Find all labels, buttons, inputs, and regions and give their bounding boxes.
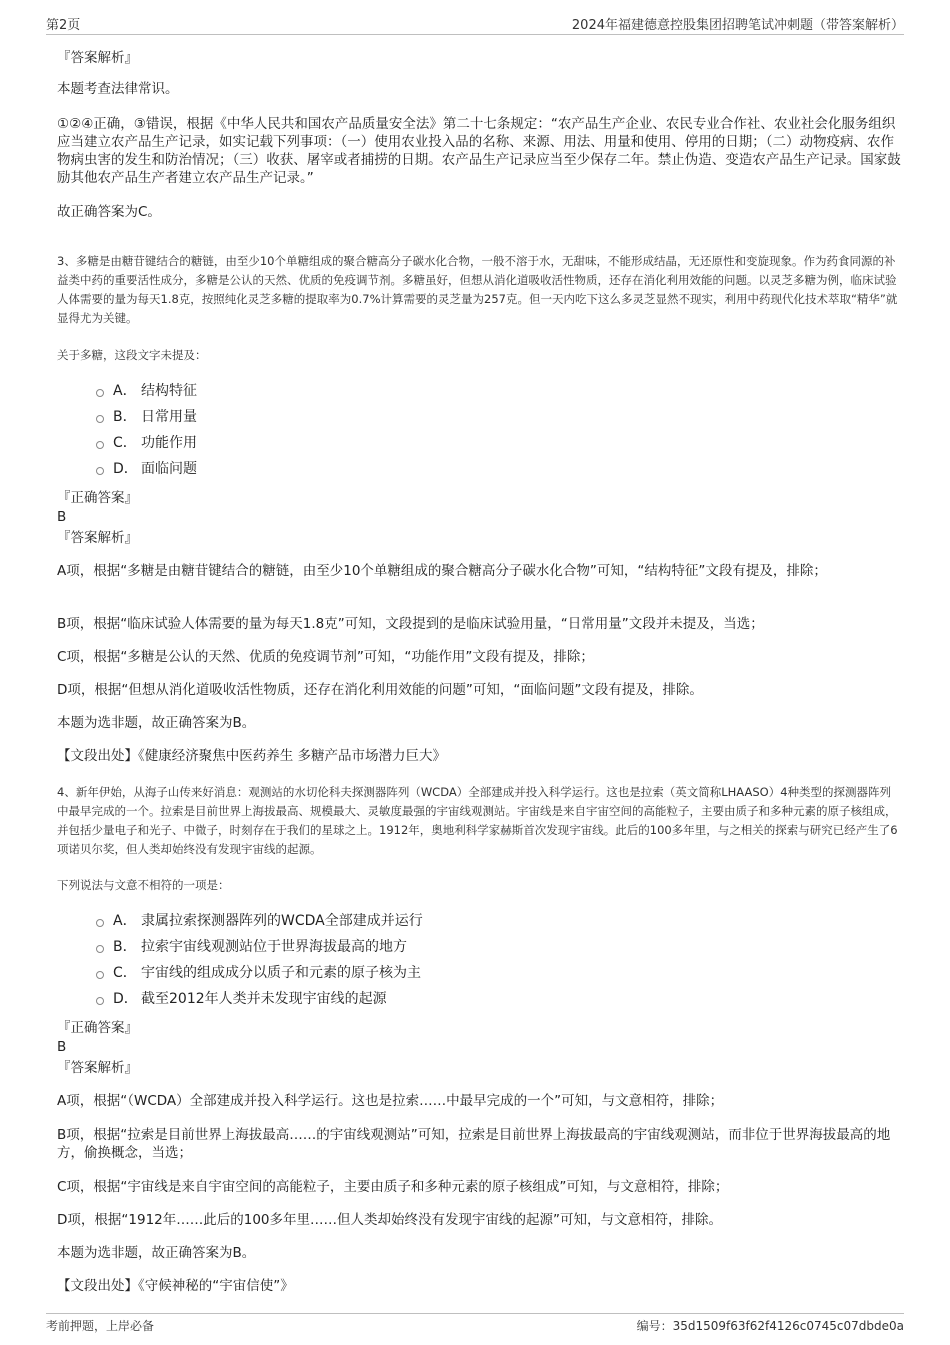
option-key: A． bbox=[113, 383, 137, 399]
question-4-analysis-d: D项，根据“1912年……此后的100多年里……但人类却始终没有发现宇宙线的起源”可知，与文意相符，排除。 bbox=[57, 1212, 723, 1228]
question-4-conclusion: 本题为选非题，故正确答案为B。 bbox=[57, 1245, 256, 1261]
radio-icon[interactable] bbox=[96, 467, 104, 475]
question-3-analysis-b: B项，根据“临床试验人体需要的量为每天1.8克”可知，文段提到的是临床试验用量，“日常用量”文段并未提及，当选； bbox=[57, 616, 764, 632]
radio-icon[interactable] bbox=[96, 389, 104, 397]
option-key: C． bbox=[113, 965, 137, 981]
question-4-option-a[interactable] bbox=[96, 912, 423, 930]
radio-icon[interactable] bbox=[96, 441, 104, 449]
page-number: 第2页 bbox=[46, 18, 81, 33]
question-3-analysis-label: 『答案解析』 bbox=[57, 530, 138, 546]
option-text: 日常用量 bbox=[141, 409, 197, 425]
option-text: 宇宙线的组成成分以质子和元素的原子核为主 bbox=[141, 965, 421, 981]
radio-icon[interactable] bbox=[96, 415, 104, 423]
option-text: 功能作用 bbox=[141, 435, 197, 451]
question-3-answer: B bbox=[57, 509, 67, 525]
option-text: 结构特征 bbox=[141, 383, 197, 399]
analysis-conclusion: 故正确答案为C。 bbox=[57, 204, 161, 220]
document-id: 编号：35d1509f63f62f4126c0745c07dbde0a bbox=[636, 1319, 904, 1333]
page-header bbox=[46, 14, 904, 35]
analysis-topic: 本题考查法律常识。 bbox=[57, 81, 179, 97]
question-3-stem: 3、多糖是由糖苷键结合的糖链，由至少10个单糖组成的聚合糖高分子碳水化合物，一般不溶于水，无甜味，不能形成结晶，无还原性和变旋现象。作为药食同源的补益类中药的重要活性成分，多糖是公认的天然、优质的免疫调节剂。多糖虽好，但想从消化道吸收活性物质，还存在消化利用效能的问题。以灵芝多糖为例，临床试验人体需要的量为每天1.8克，按照纯化灵芝多糖的提取率为0.7%计算需要的灵芝量为257克。但一天内吃下这么多灵芝显然不现实，利用中药现代化技术萃取“精华”就显得尤为关键。 bbox=[57, 254, 898, 325]
option-text: 拉索宇宙线观测站位于世界海拔最高的地方 bbox=[141, 939, 407, 955]
radio-icon[interactable] bbox=[96, 997, 104, 1005]
radio-icon[interactable] bbox=[96, 971, 104, 979]
question-4-answer: B bbox=[57, 1039, 67, 1055]
radio-icon[interactable] bbox=[96, 945, 104, 953]
question-3-option-c[interactable] bbox=[96, 434, 197, 452]
question-3-analysis-c: C项，根据“多糖是公认的天然、优质的免疫调节剂”可知，“功能作用”文段有提及，排除； bbox=[57, 649, 594, 665]
page-footer bbox=[46, 1313, 904, 1336]
question-3-answer-label: 『正确答案』 bbox=[57, 490, 138, 506]
question-4-analysis-a: A项，根据“（WCDA）全部建成并投入科学运行。这也是拉索……中最早完成的一个”可知，与文意相符，排除； bbox=[57, 1093, 724, 1109]
question-3-prompt: 关于多糖，这段文字未提及： bbox=[57, 348, 207, 362]
analysis-explanation: ①②④正确，③错误，根据《中华人民共和国农产品质量安全法》第二十七条规定：“农产品生产企业、农民专业合作社、农业社会化服务组织应当建立农产品生产记录，如实记载下列事项：（一）使用农业投入品的名称、来源、用法、用量和使用、停用的日期；（二）动物疫病、农作物病虫害的发生和防治情况；（三）收获、屠宰或者捕捞的日期。农产品生产记录应当至少保存二年。禁止伪造、变造农产品生产记录。国家鼓励其他农产品生产者建立农产品生产记录。” bbox=[57, 116, 901, 186]
question-3-option-b[interactable] bbox=[96, 408, 197, 426]
question-4-option-d[interactable] bbox=[96, 990, 387, 1008]
question-4-answer-label: 『正确答案』 bbox=[57, 1020, 138, 1036]
option-key: C． bbox=[113, 435, 137, 451]
question-4-prompt: 下列说法与文意不相符的一项是： bbox=[57, 878, 230, 892]
radio-icon[interactable] bbox=[96, 919, 104, 927]
question-4-option-c[interactable] bbox=[96, 964, 421, 982]
question-3-option-d[interactable] bbox=[96, 460, 197, 478]
option-key: D． bbox=[113, 461, 138, 477]
question-4-analysis-label: 『答案解析』 bbox=[57, 1060, 138, 1076]
question-3-option-a[interactable] bbox=[96, 382, 197, 400]
question-4-option-b[interactable] bbox=[96, 938, 407, 956]
question-4-source: 【文段出处】《守候神秘的“宇宙信使”》 bbox=[57, 1278, 294, 1294]
footer-slogan: 考前押题，上岸必备 bbox=[46, 1319, 155, 1333]
question-4-analysis-c: C项，根据“宇宙线是来自宇宙空间的高能粒子，主要由质子和多种元素的原子核组成”可知，与文意相符，排除； bbox=[57, 1179, 729, 1195]
question-4-stem: 4、新年伊始，从海子山传来好消息：观测站的水切伦科夫探测器阵列（WCDA）全部建成并投入科学运行。这也是拉索（英文简称LHAASO）4种类型的探测器阵列中最早完成的一个。拉索是目前世界上海拔最高、规模最大、灵敏度最强的宇宙线观测站。宇宙线是来自宇宙空间的高能粒子，主要由质子和多种元素的原子核组成，并包括少量电子和光子、中微子，时刻存在于我们的星球之上。1912年，奥地利科学家赫斯首次发现宇宙线。此后的100多年里，与之相关的探索与研究已经产生了6项诺贝尔奖，但人类却始终没有发现宇宙线的起源。 bbox=[57, 785, 898, 856]
document-title: 2024年福建德意控股集团招聘笔试冲刺题（带答案解析） bbox=[571, 18, 904, 33]
question-3-analysis-d: D项，根据“但想从消化道吸收活性物质，还存在消化利用效能的问题”可知，“面临问题”文段有提及，排除。 bbox=[57, 682, 703, 698]
option-key: B． bbox=[113, 409, 137, 425]
option-key: B． bbox=[113, 939, 137, 955]
analysis-label: 『答案解析』 bbox=[57, 50, 138, 66]
question-3-source: 【文段出处】《健康经济聚焦中医药养生 多糖产品市场潜力巨大》 bbox=[57, 748, 447, 764]
option-text: 隶属拉索探测器阵列的WCDA全部建成并运行 bbox=[141, 913, 423, 929]
option-key: D． bbox=[113, 991, 138, 1007]
question-3-conclusion: 本题为选非题，故正确答案为B。 bbox=[57, 715, 256, 731]
question-3-analysis-a: A项，根据“多糖是由糖苷键结合的糖链，由至少10个单糖组成的聚合糖高分子碳水化合物”可知，“结构特征”文段有提及，排除； bbox=[57, 563, 827, 579]
option-text: 面临问题 bbox=[141, 461, 197, 477]
question-4-analysis-b: B项，根据“拉索是目前世界上海拔最高……的宇宙线观测站”可知，拉索是目前世界上海拔最高的宇宙线观测站，而非位于世界海拔最高的地方，偷换概念，当选； bbox=[57, 1127, 891, 1161]
option-key: A． bbox=[113, 913, 137, 929]
option-text: 截至2012年人类并未发现宇宙线的起源 bbox=[141, 991, 387, 1007]
